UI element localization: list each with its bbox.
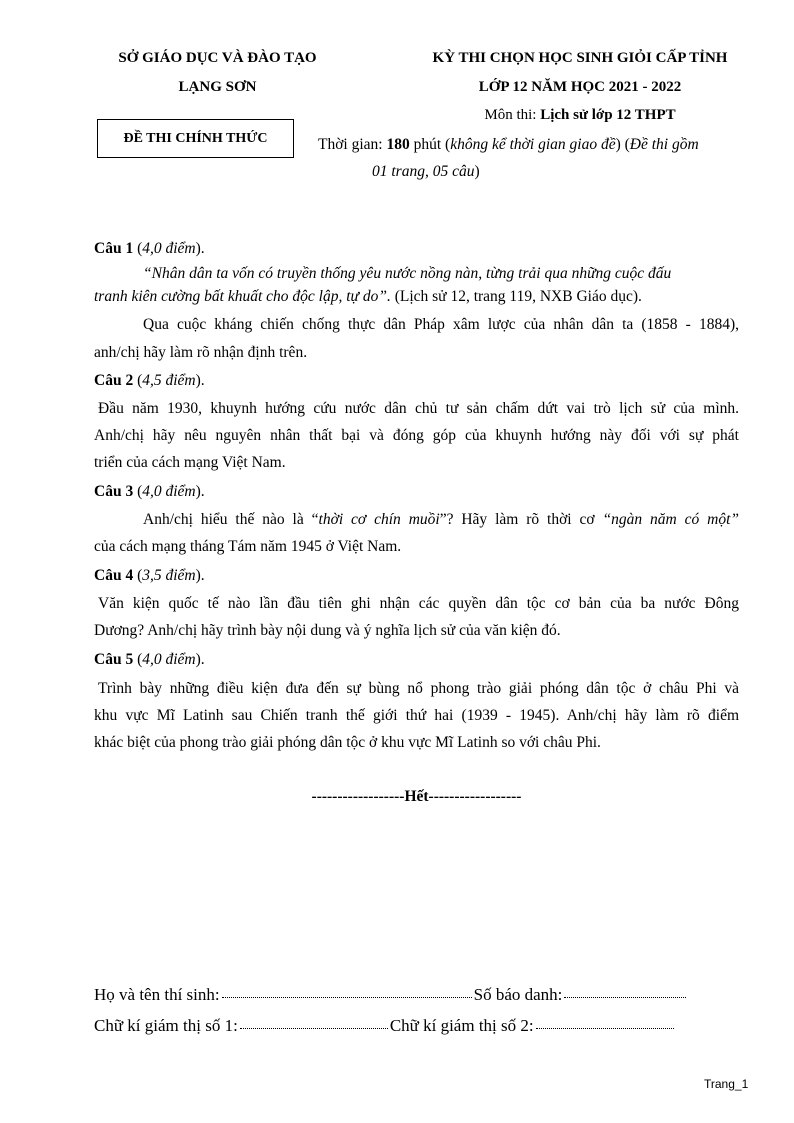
quote-source: (Lịch sử 12, trang 119, NXB Giáo dục). [390, 288, 642, 305]
exam-subject [395, 107, 765, 124]
candidate-id-dots [564, 996, 686, 998]
candidate-id-label: Số báo danh: [473, 985, 563, 1004]
question-4-title: Câu 4 (3,5 điểm). [94, 567, 205, 584]
question-2-points: 4,5 điểm [142, 372, 196, 389]
pages-note-1: Đề thi gồm [629, 136, 699, 153]
question-3-title: Câu 3 (4,0 điểm). [94, 483, 205, 500]
official-exam-box [97, 119, 294, 158]
exam-time [318, 136, 699, 154]
question-5-label: Câu 5 [94, 651, 134, 668]
question-3-label: Câu 3 [94, 483, 134, 500]
question-5-points: 4,0 điểm [142, 651, 196, 668]
province-name: LẠNG SƠN [178, 79, 257, 95]
candidate-name-dots [222, 996, 472, 998]
pages-note-2: 01 trang, 05 câu [372, 163, 475, 180]
time-close: ) ( [615, 136, 630, 153]
question-2-line-3: triển của cách mạng Việt Nam. [94, 454, 286, 471]
question-4-line-1: Văn kiện quốc tế nào lần đầu tiên ghi nhận các quyền dân tộc cơ bản của ba nước Đông [98, 595, 739, 612]
official-exam-label: ĐỀ THI CHÍNH THỨC [123, 130, 268, 146]
question-5-line-1: Trình bày những điều kiện đưa đến sự bùng nổ phong trào giải phóng dân tộc ở châu Phi và [98, 680, 739, 697]
signature-1-label: Chữ kí giám thị số 1: [94, 1016, 238, 1035]
candidate-name-label: Họ và tên thí sinh: [94, 985, 220, 1004]
q3-part-1: Anh/chị hiểu thế nào là “ [143, 511, 319, 528]
signature-2-label: Chữ kí giám thị số 2: [389, 1016, 534, 1035]
time-prefix: Thời gian: [318, 136, 387, 153]
question-5-line-3: khác biệt của phong trào giải phóng dân tộc ở khu vực Mĩ Latinh so với châu Phi. [94, 734, 601, 751]
quote-line-1-text: “Nhân dân ta vốn có truyền thống yêu nước nồng nàn, từng trải qua những cuộc đấu [143, 265, 672, 282]
question-1-title: Câu 1 (4,0 điểm). [94, 240, 205, 257]
pages-close: ) [474, 163, 480, 180]
candidate-info-row [94, 985, 688, 1005]
question-2-title: Câu 2 (4,5 điểm). [94, 372, 205, 389]
question-1-label: Câu 1 [94, 240, 134, 257]
quote-line-2-text: tranh kiên cường bất khuất cho độc lập, tự do”. [94, 288, 391, 305]
question-4-points: 3,5 điểm [142, 567, 196, 584]
time-note: không kể thời gian giao đề [450, 136, 616, 153]
question-2-label: Câu 2 [94, 372, 134, 389]
question-3-points: 4,0 điểm [142, 483, 196, 500]
signature-2-dots [536, 1027, 674, 1029]
question-5-line-2: khu vực Mĩ Latinh sau Chiến tranh thế giới thứ hai (1939 - 1945). Anh/chị hãy làm rõ điểm [94, 707, 739, 724]
question-1-line-4: anh/chị hãy làm rõ nhận định trên. [94, 344, 308, 361]
time-unit: phút ( [409, 136, 451, 153]
exam-year: LỚP 12 NĂM HỌC 2021 - 2022 [478, 79, 682, 95]
question-3-line-2: của cách mạng tháng Tám năm 1945 ở Việt Nam. [94, 538, 402, 555]
question-2-line-2: Anh/chị hãy nêu nguyên nhân thất bại và đóng góp của khuynh hướng này đối với sự phát [94, 427, 739, 444]
pages-note [372, 163, 480, 181]
q3-term-1: thời cơ chín muồi [318, 511, 440, 528]
time-value: 180 [386, 136, 410, 153]
q3-part-2: ”? Hãy làm rõ thời cơ [439, 511, 603, 528]
question-4-label: Câu 4 [94, 567, 134, 584]
subject-prefix: Môn thi: [484, 107, 541, 123]
q3-term-2: “ngàn năm có một” [602, 511, 739, 528]
question-5-title: Câu 5 (4,0 điểm). [94, 651, 205, 668]
page-number: Trang_1 [704, 1077, 749, 1091]
department-name: SỞ GIÁO DỤC VÀ ĐÀO TẠO [118, 50, 317, 66]
question-3-line-1 [143, 511, 739, 529]
question-4-line-2: Dương? Anh/chị hãy trình bày nội dung và ý nghĩa lịch sử của văn kiện đó. [94, 622, 561, 639]
question-1-line-3: Qua cuộc kháng chiến chống thực dân Pháp xâm lược của nhân dân ta (1858 - 1884), [143, 316, 739, 333]
question-2-line-1: Đầu năm 1930, khuynh hướng cứu nước dân chủ tư sản chấm dứt vai trò lịch sử của mình. [98, 400, 739, 417]
signature-1-dots [240, 1027, 388, 1029]
signature-row [94, 1016, 676, 1036]
question-1-quote-line-1 [143, 265, 739, 283]
question-1-quote-line-2 [94, 288, 642, 306]
question-1-points: 4,0 điểm [142, 240, 196, 257]
subject-name: Lịch sử lớp 12 THPT [540, 107, 676, 123]
exam-title: KỲ THI CHỌN HỌC SINH GIỎI CẤP TỈNH [432, 50, 728, 66]
end-marker: ------------------Hết------------------ [311, 788, 522, 805]
